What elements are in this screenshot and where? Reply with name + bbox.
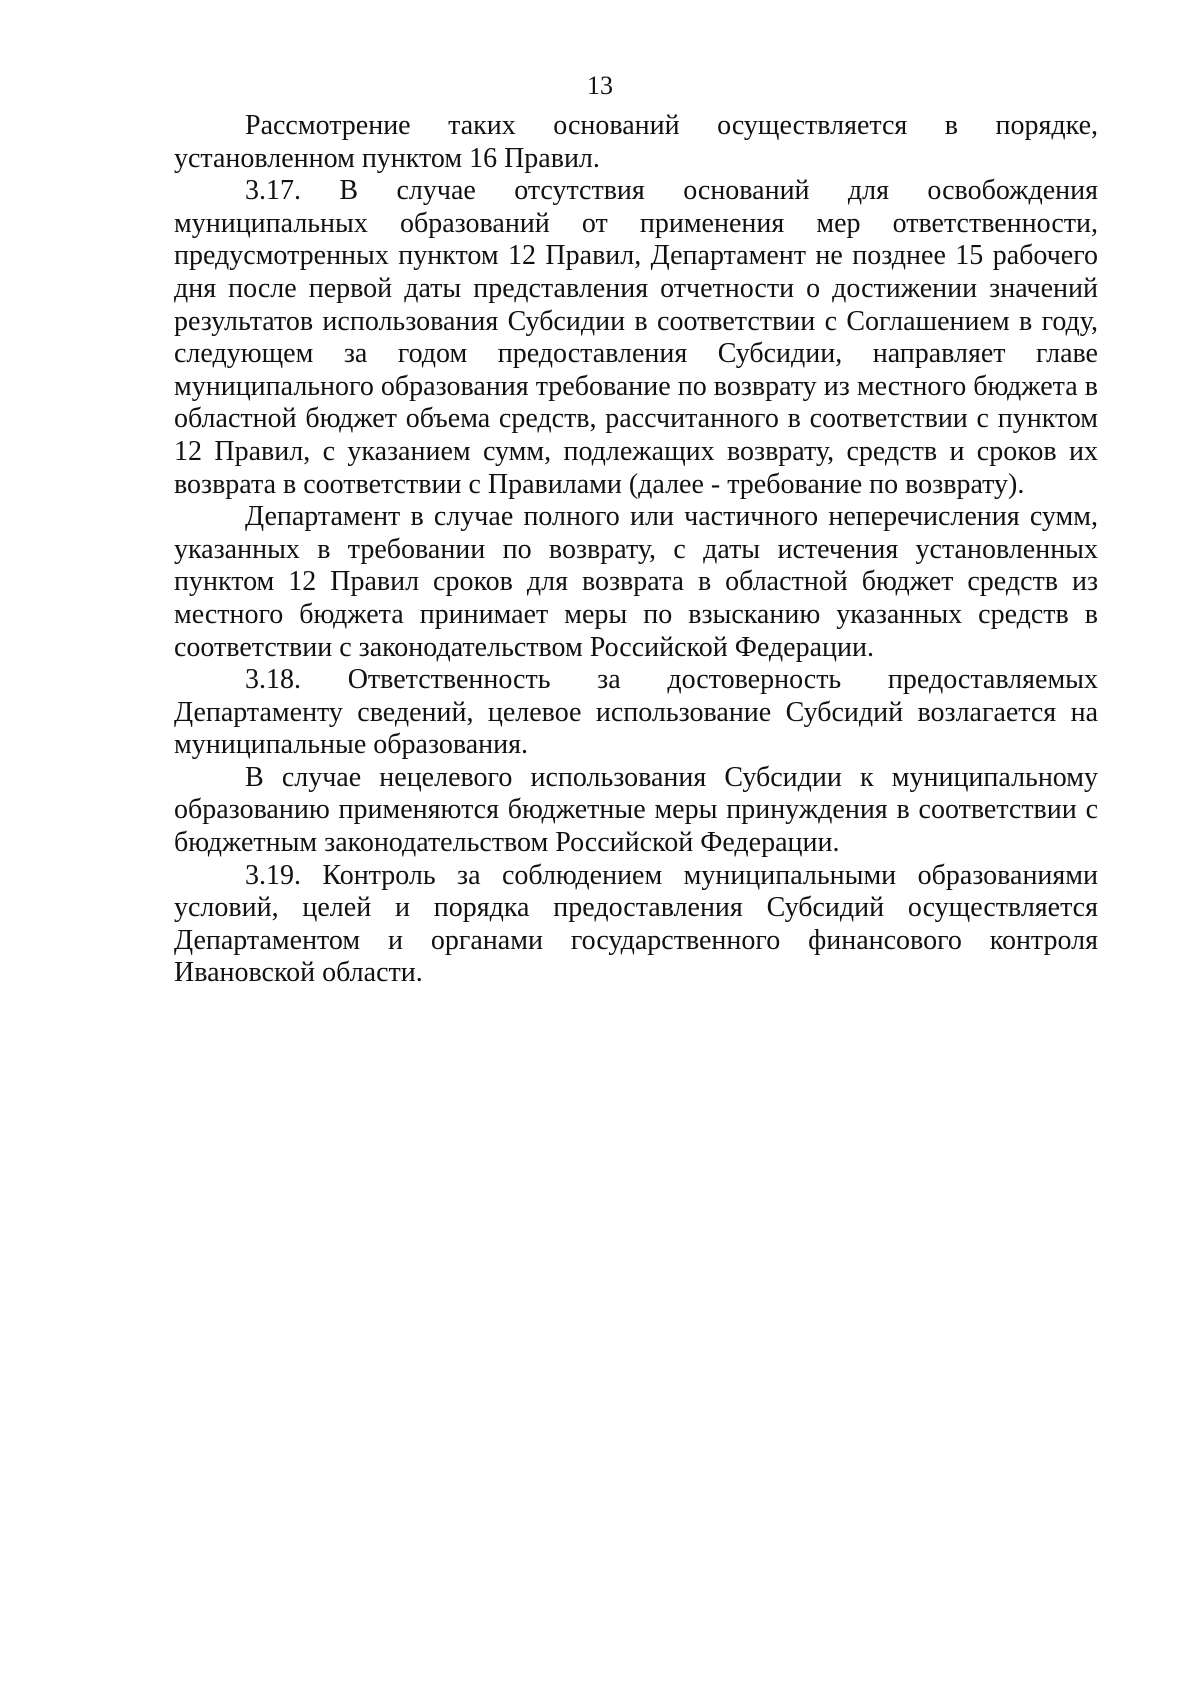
paragraph-review-of-grounds: Рассмотрение таких оснований осуществляется в порядке, установленном пунктом 16 Правил. [174,110,1098,174]
page-number: 13 [587,71,613,100]
paragraph-recovery-measures: Департамент в случае полного или частичного неперечисления сумм, указанных в требовании по возврату, с даты истечения установленных пунктом 12 Правил сроков для возврата в областной бюджет средств из местного бюджета принимает меры по взысканию указанных средств в соответствии с законодательством Российской Федерации. [174,501,1098,663]
paragraph-3-19: 3.19. Контроль за соблюдением муниципальными образованиями условий, целей и порядка предоставления Субсидий осуществляется Департаментом и органами государственного финансового контроля Ивановской области. [174,859,1098,989]
paragraph-misuse-of-subsidy: В случае нецелевого использования Субсидии к муниципальному образованию применяются бюджетные меры принуждения в соответствии с бюджетным законодательством Российской Федерации. [174,761,1098,859]
paragraph-3-18: 3.18. Ответственность за достоверность предоставляемых Департаменту сведений, целевое использование Субсидий возлагается на муниципальные образования. [174,664,1098,761]
document-body [174,110,1098,990]
paragraph-3-17: 3.17. В случае отсутствия оснований для освобождения муниципальных образований от применения мер ответственности, предусмотренных пунктом 12 Правил, Департамент не позднее 15 рабочего дня после первой даты представления отчетности о достижении значений результатов использования Субсидии в соответствии с Соглашением в году, следующем за годом предоставления Субсидии, направляет главе муниципального образования требование по возврату из местного бюджета в областной бюджет объема средств, рассчитанного в соответствии с пунктом 12 Правил, с указанием сумм, подлежащих возврату, средств и сроков их возврата в соответствии с Правилами (далее - требование по возврату). [174,175,1098,500]
